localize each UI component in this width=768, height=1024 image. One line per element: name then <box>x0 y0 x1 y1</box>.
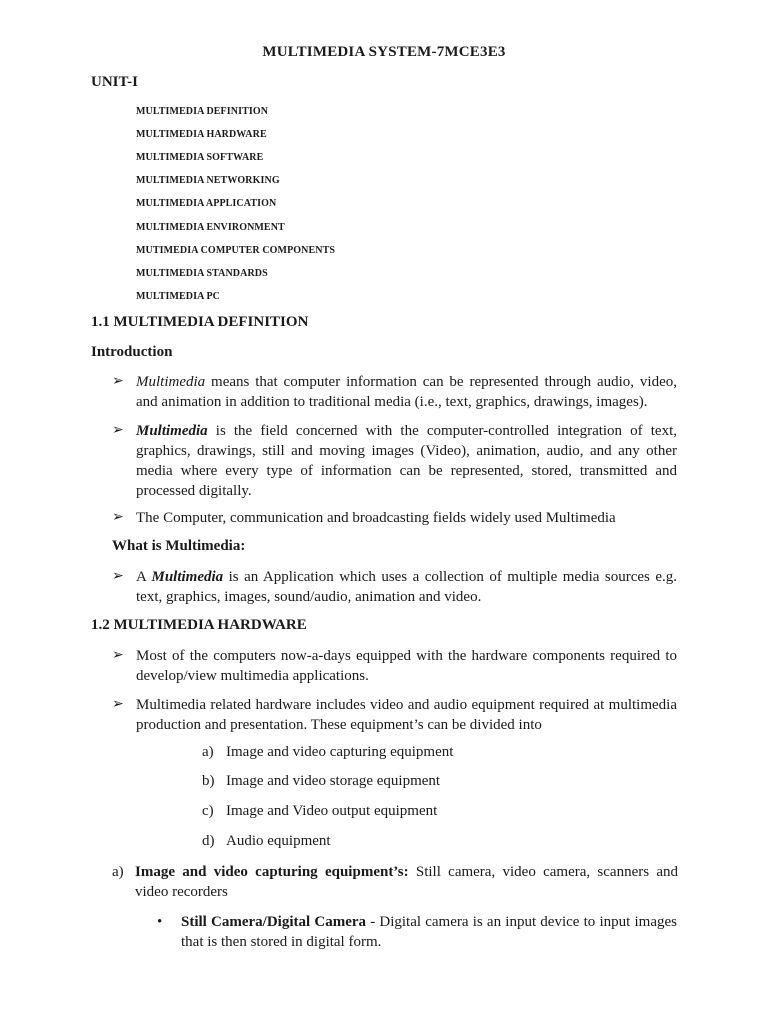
arrow-bullet-icon: ➢ <box>112 648 124 663</box>
arrow-bullet-icon: ➢ <box>112 697 124 712</box>
category-paragraph: a) Image and video capturing equipment’s: Still camera, video camera, scanners and video recorders <box>112 864 678 900</box>
emphasis-text: Multimedia <box>151 569 224 585</box>
toc-item: MULTIMEDIA SOFTWARE <box>136 152 264 163</box>
bullet-paragraph: Multimedia means that computer information can be represented through audio, video, and animation in addition to traditional media (i.e., text, graphics, drawings, images). <box>136 374 677 410</box>
subheading-what-is-multimedia: What is Multimedia: <box>112 538 246 554</box>
list-item: b) Image and video storage equipment <box>202 773 441 789</box>
toc-item: MULTIMEDIA HARDWARE <box>136 129 267 140</box>
emphasis-text: Multimedia <box>136 423 208 439</box>
section-heading: 1.1 MULTIMEDIA DEFINITION <box>91 314 309 330</box>
bullet-paragraph: Still Camera/Digital Camera - Digital camera is an input device to input images that is then stored in digital form. <box>181 914 678 950</box>
toc-item: MULTIMEDIA STANDARDS <box>136 268 268 279</box>
subheading-introduction: Introduction <box>91 344 173 360</box>
bullet-paragraph: The Computer, communication and broadcasting fields widely used Multimedia <box>136 510 616 526</box>
arrow-bullet-icon: ➢ <box>112 423 124 438</box>
arrow-bullet-icon: ➢ <box>112 569 124 584</box>
toc-item: MULTIMEDIA PC <box>136 291 220 302</box>
emphasis-text: Multimedia <box>136 374 206 390</box>
toc-item: MULTIMEDIA NETWORKING <box>136 175 280 186</box>
toc-item: MULTIMEDIA APPLICATION <box>136 198 277 209</box>
bullet-paragraph: Multimedia related hardware includes video and audio equipment required at multimedia production and presentation. These equipment’s can be divided into <box>136 697 677 733</box>
list-item: a) Image and video capturing equipment <box>202 744 454 760</box>
arrow-bullet-icon: ➢ <box>112 374 124 389</box>
arrow-bullet-icon: ➢ <box>112 510 124 525</box>
bullet-paragraph: A Multimedia is an Application which uses a collection of multiple media sources e.g. text, graphics, images, sound/audio, animation and video. <box>136 569 677 605</box>
toc-item: MULTIMEDIA DEFINITION <box>136 106 269 117</box>
list-item: d) Audio equipment <box>202 833 331 849</box>
toc-item: MUTIMEDIA COMPUTER COMPONENTS <box>136 245 336 256</box>
list-item: c) Image and Video output equipment <box>202 803 438 819</box>
toc-item: MULTIMEDIA ENVIRONMENT <box>136 222 285 233</box>
document-title: MULTIMEDIA SYSTEM-7MCE3E3 <box>262 44 506 60</box>
round-bullet-icon: • <box>157 914 163 930</box>
bullet-paragraph: Multimedia is the field concerned with the computer-controlled integration of text, graphics, drawings, still and moving images (Video), animation, audio, and any other media where every type of information can be represented, stored, transmitted and processed digitally. <box>136 423 677 499</box>
section-heading: 1.2 MULTIMEDIA HARDWARE <box>91 617 307 633</box>
unit-heading: UNIT-I <box>91 74 138 90</box>
bullet-paragraph: Most of the computers now-a-days equipped with the hardware components required to develop/view multimedia applications. <box>136 648 677 684</box>
